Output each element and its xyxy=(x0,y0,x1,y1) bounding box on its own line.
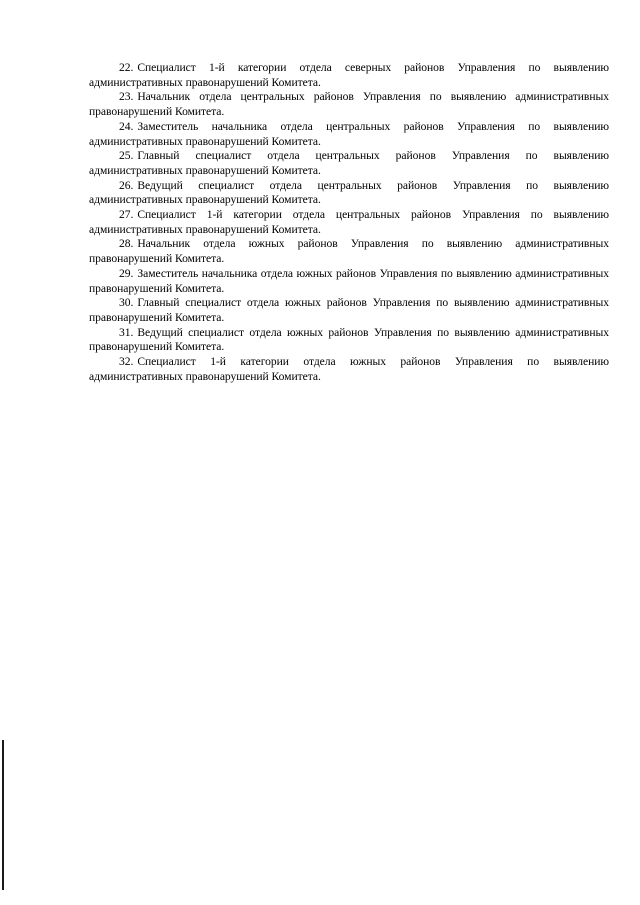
item-number: 26. xyxy=(119,178,134,192)
item-text: Ведущий специалист отдела южных районов Управления по выявлению административных правонарушений Комитета. xyxy=(89,325,609,354)
list-item xyxy=(89,61,609,90)
list-item xyxy=(89,237,609,266)
item-text: Заместитель начальника отдела центральных районов Управления по выявлению административных правонарушений Комитета. xyxy=(89,119,609,148)
list-item xyxy=(89,296,609,325)
item-text: Начальник отдела южных районов Управления по выявлению административных правонарушений Комитета. xyxy=(89,237,609,266)
item-text: Главный специалист отдела центральных районов Управления по выявлению административных правонарушений Комитета. xyxy=(89,149,609,177)
list-item xyxy=(89,267,609,296)
item-text: Начальник отдела центральных районов Управления по выявлению административных правонарушений Комитета. xyxy=(89,90,609,119)
item-number: 28. xyxy=(119,237,134,251)
item-text: Специалист 1-й категории отдела центральных районов Управления по выявлению административных правонарушений Комитета. xyxy=(89,208,609,236)
item-number: 24. xyxy=(119,119,134,133)
item-number: 23. xyxy=(119,90,134,104)
item-number: 29. xyxy=(119,266,134,280)
document-body xyxy=(89,61,609,384)
list-item xyxy=(89,326,609,355)
scan-edge-mark xyxy=(2,740,4,890)
list-item xyxy=(89,179,609,208)
item-number: 32. xyxy=(119,355,134,369)
list-item xyxy=(89,120,609,149)
item-number: 30. xyxy=(119,296,134,310)
list-item xyxy=(89,208,609,237)
item-number: 22. xyxy=(119,61,134,74)
item-text: Специалист 1-й категории отдела северных районов Управления по выявлению административных правонарушений Комитета. xyxy=(89,61,609,89)
list-item xyxy=(89,355,609,384)
item-number: 27. xyxy=(119,208,134,222)
item-number: 31. xyxy=(119,325,134,339)
item-text: Ведущий специалист отдела центральных районов Управления по выявлению административных правонарушений Комитета. xyxy=(89,178,609,207)
item-text: Главный специалист отдела южных районов Управления по выявлению административных правонарушений Комитета. xyxy=(89,296,609,324)
item-text: Заместитель начальника отдела южных районов Управления по выявлению административных правонарушений Комитета. xyxy=(89,266,609,295)
item-text: Специалист 1-й категории отдела южных районов Управления по выявлению административных правонарушений Комитета. xyxy=(89,355,609,383)
item-number: 25. xyxy=(119,149,134,163)
list-item xyxy=(89,90,609,119)
list-item xyxy=(89,149,609,178)
